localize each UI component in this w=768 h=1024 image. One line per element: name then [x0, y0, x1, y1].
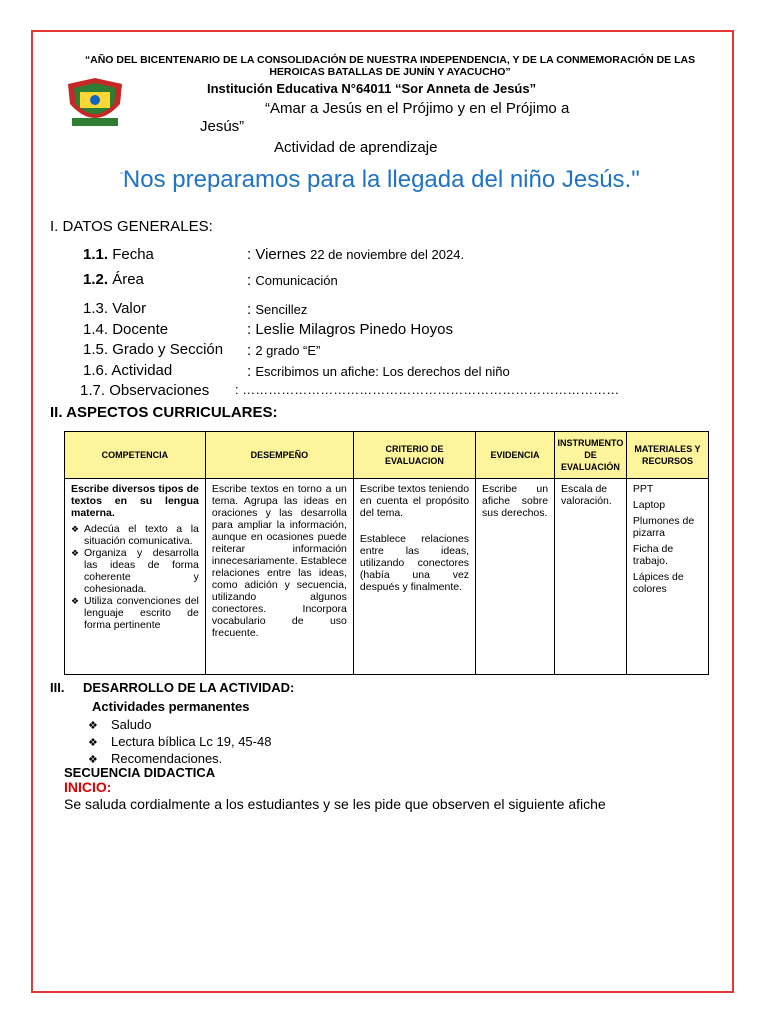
row-label: Área	[112, 271, 144, 288]
row-value-small: 2 grado “E”	[255, 343, 321, 358]
datos-value-observaciones	[235, 382, 619, 397]
activity-title	[100, 162, 660, 193]
datos-row-observaciones	[80, 382, 209, 399]
table-header-row	[65, 432, 709, 479]
datos-value-grado	[247, 342, 320, 359]
list-item	[71, 523, 199, 547]
materiales-cell	[626, 479, 708, 675]
table-row	[65, 479, 709, 675]
list-item-text: Saludo	[111, 717, 152, 732]
curricular-table	[64, 431, 709, 675]
row-colon: :	[247, 301, 252, 318]
diamond-bullet-icon: ❖	[88, 737, 98, 749]
datos-row-actividad	[83, 362, 172, 379]
row-value-small: Comunicación	[255, 273, 338, 288]
row-value: ……………………………………………………………………………	[242, 382, 620, 397]
material-item: Lápices de colores	[632, 571, 684, 595]
column-header: EVIDENCIA	[476, 432, 555, 479]
row-number: 1.1.	[83, 246, 109, 263]
diamond-bullet-icon: ❖	[71, 596, 80, 606]
title-text: Nos preparamos para la llegada del niño Jesús."	[122, 166, 640, 193]
list-item	[88, 734, 271, 751]
desarrollo-heading	[50, 680, 294, 695]
inicio-heading: INICIO:	[64, 779, 112, 795]
column-header: INSTRUMENTO DE EVALUACIÓN	[555, 432, 627, 479]
motto-line-2: Jesús”	[200, 118, 245, 135]
diamond-bullet-icon: ❖	[88, 720, 98, 732]
section-title: DESARROLLO DE LA ACTIVIDAD:	[83, 680, 295, 695]
datos-row-valor	[83, 300, 146, 317]
column-header: CRITERIO DE EVALUACION	[353, 432, 475, 479]
competencia-cell	[65, 479, 206, 675]
motto-line-1: “Amar a Jesús en el Prójimo y en el Prójimo a	[265, 100, 570, 117]
datos-value-docente	[247, 321, 453, 338]
datos-row-area	[83, 271, 144, 288]
section-number: III.	[50, 680, 65, 695]
desempeno-cell: Escribe textos en torno a un tema. Agrupa las ideas en oraciones y las desarrolla para ampliar la información, aunque en ocasiones puede reiterar información innecesariamente. Establece relaciones entre las ideas, como adición y secuencia, utilizando algunos conectores. Incorpora vocabulario de uso frecuente.	[205, 479, 353, 675]
list-item-text: Organiza y desarrolla las ideas de forma coherente y cohesionada.	[84, 547, 199, 595]
column-header: DESEMPEÑO	[205, 432, 353, 479]
row-value-small: Sencillez	[255, 302, 308, 317]
row-colon: :	[247, 272, 252, 289]
list-item-text: Utiliza convenciones del lenguaje escrito de forma pertinente	[84, 595, 199, 631]
criterio-1: Escribe textos teniendo en cuenta el propósito del tema.	[359, 483, 470, 519]
row-colon: :	[247, 363, 252, 380]
datos-value-area	[247, 272, 338, 289]
row-number: 1.4.	[83, 321, 109, 338]
list-item	[71, 547, 199, 595]
competencia-title: Escribe diversos tipos de textos en su lengua materna.	[71, 483, 199, 519]
material-item: Ficha de trabajo.	[632, 543, 674, 567]
column-header: MATERIALES Y RECURSOS	[626, 432, 708, 479]
datos-row-grado	[83, 341, 223, 358]
row-number: 1.5.	[83, 341, 109, 358]
row-number: 1.2.	[83, 271, 109, 288]
row-number: 1.3.	[83, 300, 109, 317]
criterio-cell	[353, 479, 475, 675]
row-label: Observaciones	[109, 382, 210, 399]
datos-generales-heading: I. DATOS GENERALES:	[50, 218, 213, 235]
list-item	[88, 717, 271, 734]
row-colon: :	[235, 382, 239, 397]
row-number: 1.7.	[80, 382, 106, 399]
row-label: Fecha	[112, 246, 154, 263]
institution-name: Institución Educativa N°64011 “Sor Anneta de Jesús”	[207, 81, 537, 96]
evidencia-cell: Escribe un afiche sobre sus derechos.	[476, 479, 555, 675]
row-value-small: 22 de noviembre del 2024.	[310, 247, 465, 262]
list-item-text: Lectura bíblica Lc 19, 45-48	[111, 734, 272, 749]
column-header: COMPETENCIA	[65, 432, 206, 479]
school-crest-logo	[64, 74, 126, 130]
datos-row-docente	[83, 321, 168, 338]
diamond-bullet-icon: ❖	[71, 548, 80, 558]
row-value: Viernes	[255, 246, 306, 263]
list-item	[71, 595, 199, 631]
datos-value-valor	[247, 301, 307, 318]
title-quote: “	[120, 171, 123, 180]
material-item: Plumones de pizarra	[632, 515, 695, 539]
capacidades-list	[71, 523, 199, 631]
row-number: 1.6.	[83, 362, 109, 379]
permanentes-title: Actividades permanentes	[92, 699, 250, 714]
institution-motto	[200, 100, 640, 136]
row-value-small: Escribimos un afiche: Los derechos del niño	[255, 364, 510, 379]
row-label: Grado y Sección	[112, 341, 224, 358]
row-value: Leslie Milagros Pinedo Hoyos	[255, 321, 453, 338]
inicio-text: Se saluda cordialmente a los estudiantes y se les pide que observen el siguiente afiche	[64, 796, 606, 812]
list-item-text: Adecúa el texto a la situación comunicativa.	[84, 523, 199, 547]
activity-label: Actividad de aprendizaje	[274, 139, 438, 156]
permanentes-list	[88, 717, 271, 768]
row-colon: :	[247, 342, 252, 359]
secuencia-heading: SECUENCIA DIDACTICA	[64, 765, 216, 780]
row-colon: :	[247, 246, 252, 263]
aspectos-heading: II. ASPECTOS CURRICULARES:	[50, 404, 278, 421]
datos-row-fecha	[83, 246, 154, 263]
datos-value-actividad	[247, 363, 510, 380]
row-label: Docente	[112, 321, 169, 338]
row-colon: :	[247, 321, 252, 338]
row-label: Actividad	[111, 362, 173, 379]
material-item: Laptop	[632, 499, 666, 511]
material-item: PPT	[632, 483, 654, 495]
instrumento-cell: Escala de valoración.	[555, 479, 627, 675]
year-motto: “AÑO DEL BICENTENARIO DE LA CONSOLIDACIÓN DE NUESTRA INDEPENDENCIA, Y DE LA CONMEMORACIÓN DE LAS HEROICAS BATALLAS DE JUNÍN Y AYACUCHO”	[84, 54, 696, 78]
diamond-bullet-icon: ❖	[88, 754, 98, 766]
datos-value-fecha	[247, 246, 464, 263]
criterio-2: Establece relaciones entre las ideas, utilizando conectores (había una vez después y finalmente.	[359, 533, 470, 593]
row-label: Valor	[112, 300, 147, 317]
diamond-bullet-icon: ❖	[71, 524, 80, 534]
list-item-text: Recomendaciones.	[111, 751, 223, 766]
